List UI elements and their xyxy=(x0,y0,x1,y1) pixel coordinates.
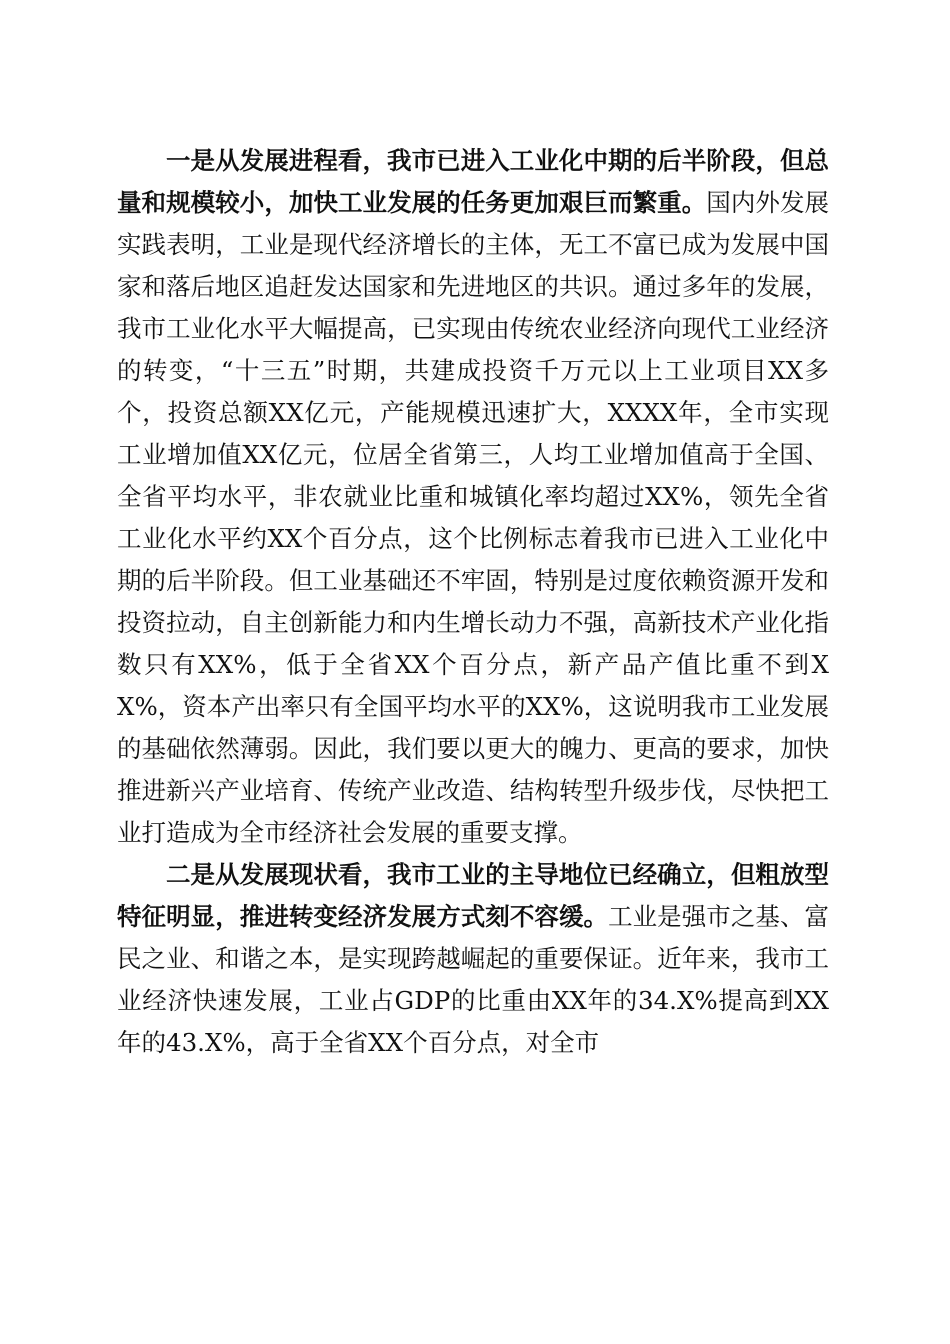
paragraph-1 xyxy=(117,140,829,854)
paragraph-2 xyxy=(117,854,829,1064)
paragraph-2-lead: 二是从发展现状看，我市工业的主导地位已经确立，但粗放型特征明显，推进转变经济发展方式刻不容缓。 xyxy=(117,860,829,931)
document-body xyxy=(117,140,829,1064)
paragraph-1-body: 国内外发展实践表明，工业是现代经济增长的主体，无工不富已成为发展中国家和落后地区追赶发达国家和先进地区的共识。通过多年的发展，我市工业化水平大幅提高，已实现由传统农业经济向现代工业经济的转变，“十三五”时期，共建成投资千万元以上工业项目XX多个，投资总额XX亿元，产能规模迅速扩大，XXXX年，全市实现工业增加值XX亿元，位居全省第三，人均工业增加值高于全国、全省平均水平，非农就业比重和城镇化率均超过XX%，领先全省工业化水平约XX个百分点，这个比例标志着我市已进入工业化中期的后半阶段。但工业基础还不牢固，特别是过度依赖资源开发和投资拉动，自主创新能力和内生增长动力不强，高新技术产业化指数只有XX%，低于全省XX个百分点，新产品产值比重不到XX%，资本产出率只有全国平均水平的XX%，这说明我市工业发展的基础依然薄弱。因此，我们要以更大的魄力、更高的要求，加快推进新兴产业培育、传统产业改造、结构转型升级步伐，尽快把工业打造成为全市经济社会发展的重要支撑。 xyxy=(117,188,830,847)
paragraph-2-body: 工业是强市之基、富民之业、和谐之本，是实现跨越崛起的重要保证。近年来，我市工业经济快速发展，工业占GDP的比重由XX年的34.X%提高到XX年的43.X%，高于全省XX个百分点，对全市 xyxy=(117,902,830,1057)
paragraph-1-lead: 一是从发展进程看，我市已进入工业化中期的后半阶段，但总量和规模较小，加快工业发展的任务更加艰巨而繁重。 xyxy=(117,146,829,217)
